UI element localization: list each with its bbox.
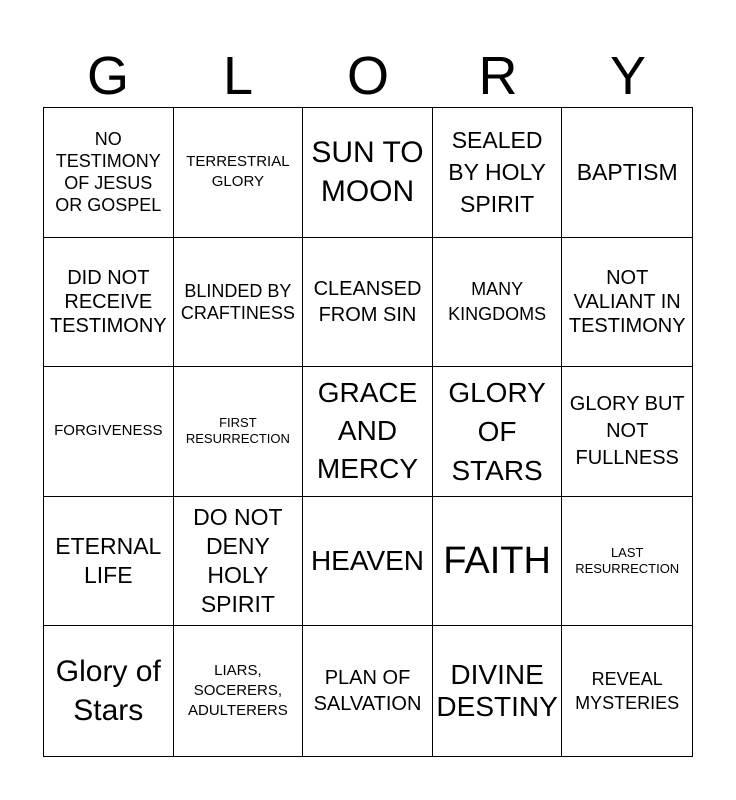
bingo-header (43, 44, 693, 108)
cell-text: BLINDED BY CRAFTINESS (180, 280, 295, 323)
cell-text: GLORY OF STARS (448, 376, 546, 486)
bingo-cell-r2c4[interactable] (433, 238, 563, 368)
bingo-cell-r4c2[interactable] (174, 497, 304, 627)
header-letter-o: O (346, 46, 389, 106)
bingo-cell-r1c3[interactable] (303, 108, 433, 238)
cell-text: BAPTISM (576, 159, 678, 186)
bingo-cell-r3c5[interactable] (562, 367, 692, 497)
bingo-cell-r2c2[interactable] (174, 238, 304, 368)
cell-text: FAITH (443, 540, 551, 583)
bingo-cell-r5c5[interactable] (562, 626, 692, 756)
bingo-cell-r4c5[interactable] (562, 497, 692, 627)
bingo-cell-r4c1[interactable] (44, 497, 174, 627)
cell-text: LIARS, SOCERERS, ADULTERERS (188, 662, 288, 720)
cell-text: SUN TO MOON (311, 136, 424, 209)
cell-text: GLORY BUT NOT FULLNESS (569, 392, 685, 469)
cell-text: DO NOT DENY HOLY SPIRIT (193, 504, 283, 618)
cell-text: ETERNAL LIFE (55, 533, 162, 589)
cell-text: MANY KINGDOMS (448, 278, 547, 324)
cell-text: REVEAL MYSTERIES (575, 669, 680, 714)
header-letter-y: Y (609, 46, 647, 106)
cell-text: PLAN OF SALVATION (313, 667, 422, 716)
bingo-cell-r1c4[interactable] (433, 108, 563, 238)
bingo-cell-r4c4[interactable] (433, 497, 563, 627)
bingo-cell-r2c1[interactable] (44, 238, 174, 368)
cell-text: HEAVEN (310, 545, 425, 577)
cell-text: FORGIVENESS (54, 422, 163, 440)
bingo-cell-r2c3[interactable] (303, 238, 433, 368)
bingo-cell-r5c3[interactable] (303, 626, 433, 756)
cell-text: FIRST RESURRECTION (185, 415, 290, 447)
bingo-cell-r3c3[interactable] (303, 367, 433, 497)
bingo-cell-r1c5[interactable] (562, 108, 692, 238)
cell-text: GRACE AND MERCY (316, 377, 419, 485)
cell-text: SEALED BY HOLY SPIRIT (448, 127, 546, 218)
header-letter-r: R (478, 46, 518, 106)
cell-text: TERRESTRIAL GLORY (186, 153, 290, 191)
cell-text: CLEANSED FROM SIN (313, 277, 422, 326)
bingo-cell-r5c4[interactable] (433, 626, 563, 756)
bingo-cell-r3c4[interactable] (433, 367, 563, 497)
cell-text: NO TESTIMONY OF JESUS OR GOSPEL (55, 129, 162, 216)
cell-text: NOT VALIANT IN TESTIMONY (568, 266, 686, 337)
bingo-cell-r1c2[interactable] (174, 108, 304, 238)
bingo-cell-r2c5[interactable] (562, 238, 692, 368)
cell-text: Glory of Stars (55, 655, 161, 728)
bingo-cell-r5c2[interactable] (174, 626, 304, 756)
bingo-cell-r4c3[interactable] (303, 497, 433, 627)
bingo-cell-r3c1[interactable] (44, 367, 174, 497)
header-letter-g: G (86, 46, 129, 106)
cell-text: DID NOT RECEIVE TESTIMONY (49, 266, 167, 337)
cell-text: LAST RESURRECTION (575, 545, 680, 577)
header-letter-l: L (222, 46, 254, 106)
cell-text: DIVINE DESTINY (436, 659, 558, 723)
bingo-cell-r3c2[interactable] (174, 367, 304, 497)
bingo-cell-r1c1[interactable] (44, 108, 174, 238)
bingo-cell-r5c1[interactable] (44, 626, 174, 756)
bingo-board (43, 107, 693, 757)
